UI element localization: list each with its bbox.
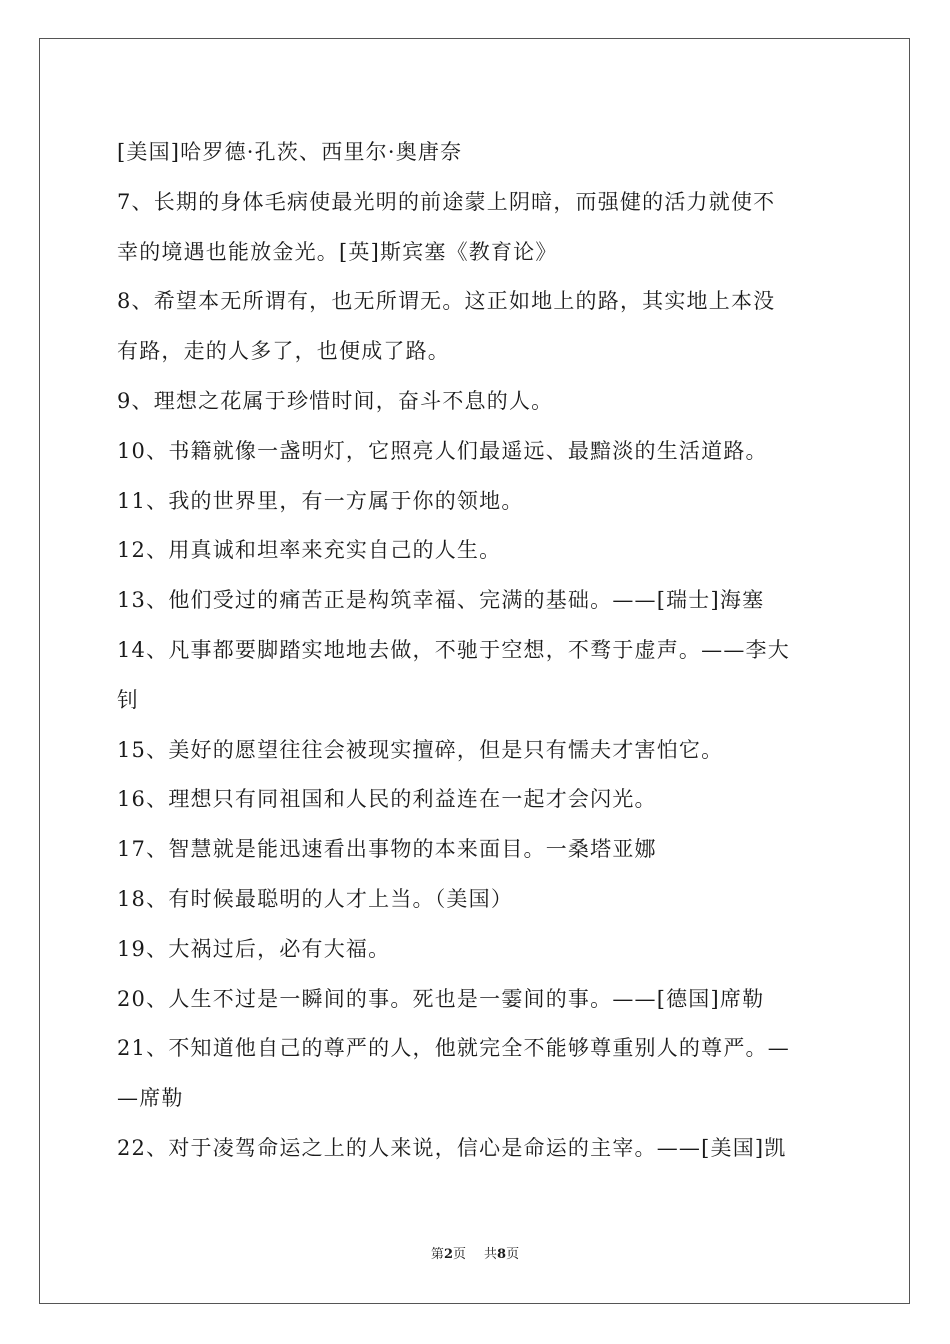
- document-body: [117, 128, 837, 1174]
- current-page-number: 2: [443, 1247, 453, 1262]
- text-line: 8、希望本无所谓有，也无所谓无。这正如地上的路，其实地上本没: [117, 289, 776, 314]
- footer-prefix: 第: [430, 1247, 444, 1262]
- text-line: 18、有时候最聪明的人才上当。（美国）: [117, 886, 514, 911]
- text-line: [美国]哈罗德·孔茨、西里尔·奥唐奈: [117, 140, 463, 164]
- page-footer: [0, 1245, 950, 1265]
- total-pages-number: 8: [497, 1247, 507, 1262]
- text-line: 15、美好的愿望往往会被现实擅碎，但是只有懦夫才害怕它。: [117, 737, 724, 762]
- text-line: 13、他们受过的痛苦正是构筑幸福、完满的基础。——[瑞士]海塞: [117, 588, 765, 613]
- text-line: —席勒: [117, 1086, 184, 1111]
- text-line: 12、用真诚和坦率来充实自己的人生。: [117, 538, 502, 563]
- text-line: 20、人生不过是一瞬间的事。死也是一霎间的事。——[德国]席勒: [117, 986, 765, 1011]
- text-line: 19、大祸过后，必有大福。: [117, 936, 391, 961]
- text-line: 9、理想之花属于珍惜时间，奋斗不息的人。: [117, 388, 554, 413]
- text-line: 21、不知道他自己的尊严的人，他就完全不能够尊重别人的尊严。—: [117, 1036, 790, 1061]
- text-line: 10、书籍就像一盏明灯，它照亮人们最遥远、最黯淡的生活道路。: [117, 438, 768, 463]
- footer-total-prefix: 共: [484, 1247, 498, 1262]
- text-line: 14、凡事都要脚踏实地地去做，不驰于空想，不骛于虚声。——李大: [117, 637, 790, 662]
- text-line: 22、对于凌驾命运之上的人来说，信心是命运的主宰。——[美国]凯: [117, 1135, 787, 1160]
- footer-page-suffix: 页: [452, 1247, 466, 1262]
- text-line: 有路，走的人多了，也便成了路。: [117, 339, 450, 364]
- text-line: 7、长期的身体毛病使最光明的前途蒙上阴暗，而强健的活力就使不: [117, 189, 776, 214]
- text-line: 钊: [117, 687, 140, 712]
- text-line: 16、理想只有同祖国和人民的利益连在一起才会闪光。: [117, 787, 657, 812]
- text-line: 幸的境遇也能放金光。[英]斯宾塞《教育论》: [117, 239, 558, 264]
- footer-total-suffix: 页: [506, 1247, 520, 1262]
- text-line: 17、智慧就是能迅速看出事物的本来面目。一桑塔亚娜: [117, 837, 657, 862]
- text-line: 11、我的世界里，有一方属于你的领地。: [117, 488, 524, 513]
